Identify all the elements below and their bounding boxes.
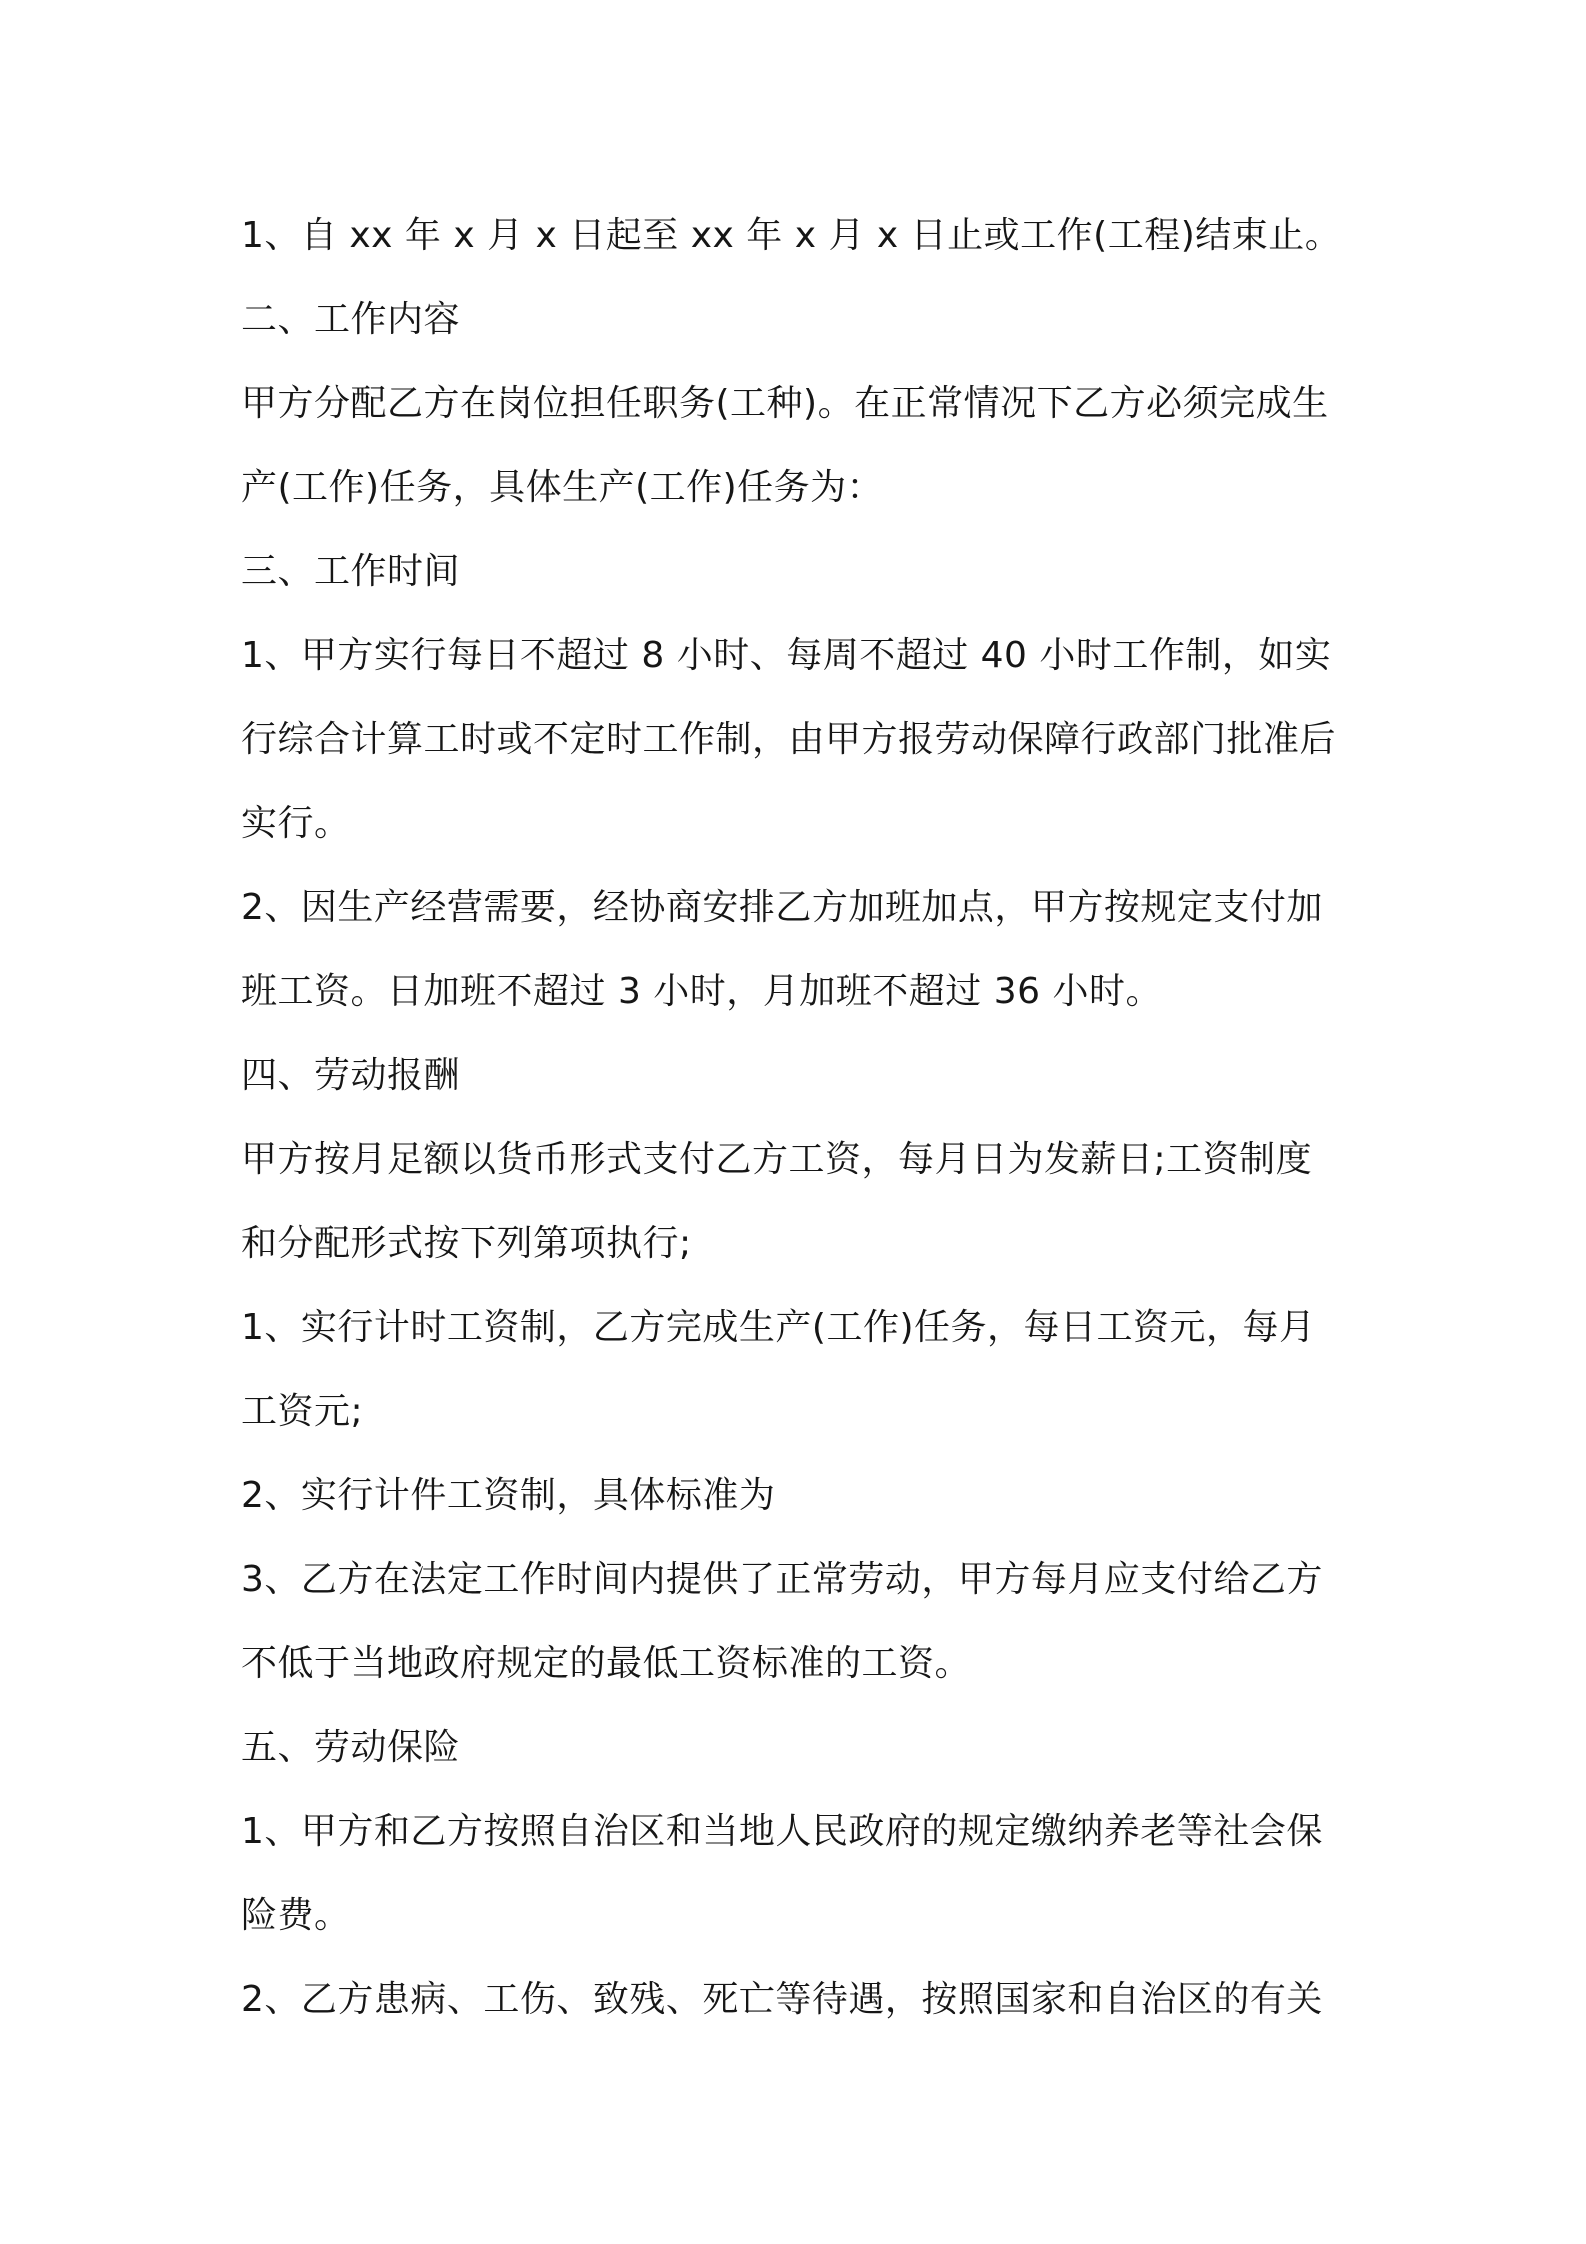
paragraph-line: 产(工作)任务，具体生产(工作)任务为： — [241, 467, 884, 508]
paragraph-line: 1、甲方和乙方按照自治区和当地人民政府的规定缴纳养老等社会保 — [241, 1811, 1323, 1852]
paragraph-line: 3、乙方在法定工作时间内提供了正常劳动，甲方每月应支付给乙方 — [241, 1559, 1323, 1600]
paragraph-line: 险费。 — [241, 1895, 351, 1936]
paragraph-line: 实行。 — [241, 803, 351, 844]
paragraph-line: 2、乙方患病、工伤、致残、死亡等待遇，按照国家和自治区的有关 — [241, 1979, 1323, 2020]
document-body — [241, 194, 1361, 2042]
paragraph-line: 甲方按月足额以货币形式支付乙方工资，每月日为发薪日;工资制度 — [241, 1139, 1313, 1180]
paragraph-line: 不低于当地政府规定的最低工资标准的工资。 — [241, 1643, 972, 1684]
paragraph-line: 2、因生产经营需要，经协商安排乙方加班加点，甲方按规定支付加 — [241, 887, 1323, 928]
section-heading-work-time: 三、工作时间 — [241, 551, 461, 592]
paragraph-line: 工资元; — [241, 1391, 364, 1432]
paragraph-line: 和分配形式按下列第项执行; — [241, 1223, 692, 1264]
paragraph-line: 班工资。日加班不超过 3 小时，月加班不超过 36 小时。 — [241, 971, 1162, 1012]
paragraph-line: 行综合计算工时或不定时工作制，由甲方报劳动保障行政部门批准后 — [241, 719, 1337, 760]
paragraph-line: 2、实行计件工资制，具体标准为 — [241, 1475, 776, 1516]
clause-term-period: 1、自 xx 年 x 月 x 日起至 xx 年 x 月 x 日止或工作(工程)结束止。 — [241, 215, 1342, 256]
section-heading-work-content: 二、工作内容 — [241, 299, 461, 340]
paragraph-line: 甲方分配乙方在岗位担任职务(工种)。在正常情况下乙方必须完成生 — [241, 383, 1329, 424]
section-heading-labor-insurance: 五、劳动保险 — [241, 1727, 461, 1768]
paragraph-line: 1、甲方实行每日不超过 8 小时、每周不超过 40 小时工作制，如实 — [241, 635, 1332, 676]
section-heading-remuneration: 四、劳动报酬 — [241, 1055, 461, 1096]
paragraph-line: 1、实行计时工资制，乙方完成生产(工作)任务，每日工资元，每月 — [241, 1307, 1316, 1348]
